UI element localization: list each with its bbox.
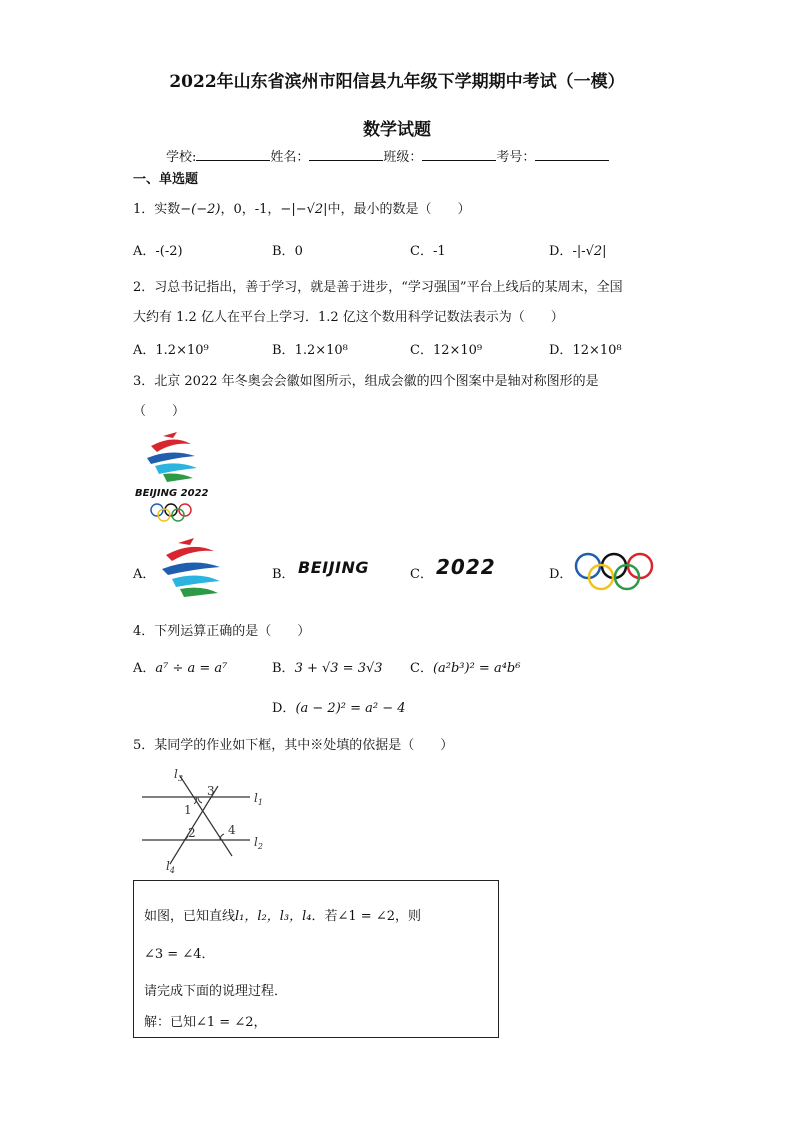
q3-option-c-text: 2022: [436, 555, 496, 579]
q1-option-a: A．-(-2): [133, 244, 183, 259]
page-title: 2022年山东省滨州市阳信县九年级下学期期中考试（一模）: [169, 72, 625, 92]
emblem-text: BEIJING 2022: [135, 488, 209, 499]
angle-4: 4: [228, 823, 236, 837]
class-blank: [422, 148, 496, 161]
box-line-2: ∠3 = ∠4．: [144, 947, 215, 962]
beijing-2022-emblem: [133, 426, 223, 526]
label-l3: $l_3$: [174, 767, 183, 783]
number-blank: [535, 148, 609, 161]
q4-option-a: A．a⁷ ÷ a = a⁷: [133, 661, 228, 676]
q2-option-d: D．12×10⁸: [549, 343, 622, 358]
q3-option-b-text: BEIJING: [298, 558, 370, 577]
q1-mid: ，0，-1，: [220, 202, 281, 217]
name-label: 姓名：: [270, 150, 310, 165]
section-title: 一、单选题: [133, 172, 199, 187]
page-subtitle: 数学试题: [363, 120, 431, 140]
box-line-3: 请完成下面的说理过程．: [144, 984, 288, 999]
label-l1: $l_1$: [254, 791, 263, 807]
q1-expr-2: −|−√2|: [280, 202, 328, 217]
q1-suffix: 中，最小的数是（ ）: [327, 202, 471, 217]
q4-option-c: C．(a²b³)² = a⁴b⁶: [410, 661, 521, 676]
q5-geometry-figure: [138, 764, 273, 879]
q2-line-1: 2．习总书记指出，善于学习，就是善于进步，“学习强国”平台上线后的某周末，全国: [133, 280, 623, 295]
number-label: 考号：: [496, 150, 536, 165]
q4-option-d: D．(a − 2)² = a² − 4: [272, 701, 406, 716]
school-blank: [196, 148, 270, 161]
school-label: 学校:: [166, 150, 197, 165]
emblem-green-swoosh: [163, 474, 193, 483]
angle-3: 3: [207, 784, 215, 798]
q2-option-b: B．1.2×10⁸: [272, 343, 348, 358]
label-l4: $l_4$: [166, 859, 175, 875]
q3-option-b-label: B．: [272, 567, 295, 582]
class-label: 班级：: [383, 150, 423, 165]
q5-work-box: [133, 880, 499, 1038]
q3-line-1: 3．北京 2022 年冬奥会会徽如图所示，组成会徽的四个图案中是轴对称图形的是: [133, 374, 599, 389]
q1-option-d: D．-|-√2|: [549, 244, 607, 259]
box-line-1: 如图，已知直线l₁，l₂，l₃，l₄．若∠1 = ∠2，则: [144, 909, 421, 924]
q3-option-c-label: C．: [410, 567, 433, 582]
angle-2: 2: [188, 826, 196, 840]
box-line-4: 解：已知∠1 = ∠2，: [144, 1015, 267, 1030]
q2-option-c: C．12×10⁹: [410, 343, 483, 358]
q1-expr-1: −(−2): [180, 202, 221, 217]
q2-line-2: 大约有 1.2 亿人在平台上学习．1.2 亿这个数用科学记数法表示为（ ）: [133, 310, 564, 325]
emblem-cyan-swoosh: [155, 463, 197, 474]
q3-option-a-emblem: [158, 535, 228, 607]
q1-option-b: B．0: [272, 244, 303, 259]
q4-option-b: B．3 + √3 = 3√3: [272, 661, 383, 676]
q3-option-d-rings: [572, 550, 656, 592]
question-1: [133, 198, 471, 217]
angle-1: 1: [184, 803, 192, 817]
q5-stem: 5．某同学的作业如下框，其中※处填的依据是（ ）: [133, 738, 454, 753]
q3-option-a-label: A．: [133, 567, 156, 582]
q1-option-c: C．-1: [410, 244, 446, 259]
emblem-red-swoosh: [151, 439, 191, 452]
q3-option-d-label: D．: [549, 567, 573, 582]
student-info-row: [166, 146, 609, 165]
emblem-blue-swoosh: [147, 452, 195, 464]
q1-prefix: 1．实数: [133, 202, 181, 217]
name-blank: [309, 148, 383, 161]
emblem-red-stroke: [163, 432, 177, 438]
label-l2: $l_2$: [254, 835, 263, 851]
q2-option-a: A．1.2×10⁹: [133, 343, 209, 358]
q4-stem: 4．下列运算正确的是（ ）: [133, 624, 311, 639]
q3-line-2: （ ）: [133, 404, 186, 419]
